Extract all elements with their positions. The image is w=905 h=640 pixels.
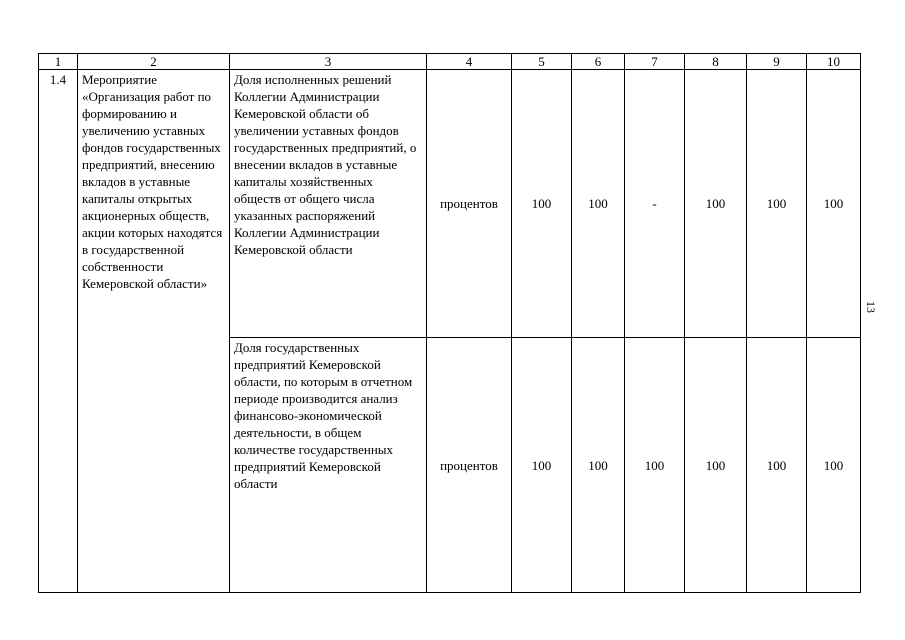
value-cell: 100	[807, 70, 861, 338]
header-cell-2: 2	[78, 54, 230, 70]
header-cell-4: 4	[427, 54, 512, 70]
table-row	[39, 70, 861, 338]
indicators-table	[38, 53, 861, 593]
value-cell: 100	[572, 70, 625, 338]
value-cell: 100	[685, 70, 747, 338]
indicator-name: Доля исполненных решений Коллегии Администрации Кемеровской области об увеличении уставных фондов государственных предприятий, о внесении вкладов в уставные капиталы хозяйственных обществ от общего числа указанных распоряжений Коллегии Администрации Кемеровской области	[230, 70, 427, 338]
value-cell: 100	[572, 338, 625, 593]
value-cell: 100	[747, 70, 807, 338]
header-cell-1: 1	[39, 54, 78, 70]
indicator-name: Доля государственных предприятий Кемеровской области, по которым в отчетном периоде производится анализ финансово-экономической деятельности, в общем количестве государственных предприятий Кемеровской области	[230, 338, 427, 593]
value-cell: 100	[512, 70, 572, 338]
header-cell-9: 9	[747, 54, 807, 70]
header-cell-5: 5	[512, 54, 572, 70]
event-name: Мероприятие «Организация работ по формированию и увеличению уставных фондов государственных предприятий, внесению вкладов в уставные капиталы открытых акционерных обществ, акции которых находятся в государственной собственности Кемеровской области»	[78, 70, 230, 593]
value-cell: 100	[625, 338, 685, 593]
value-cell: 100	[747, 338, 807, 593]
value-cell: 100	[807, 338, 861, 593]
header-cell-7: 7	[625, 54, 685, 70]
header-cell-10: 10	[807, 54, 861, 70]
value-cell: 100	[685, 338, 747, 593]
unit-cell: процентов	[427, 70, 512, 338]
header-row	[39, 54, 861, 70]
row-number: 1.4	[39, 70, 78, 593]
unit-cell: процентов	[427, 338, 512, 593]
header-cell-6: 6	[572, 54, 625, 70]
header-cell-8: 8	[685, 54, 747, 70]
value-cell: 100	[512, 338, 572, 593]
value-cell: -	[625, 70, 685, 338]
page-number: 13	[864, 301, 878, 313]
header-cell-3: 3	[230, 54, 427, 70]
